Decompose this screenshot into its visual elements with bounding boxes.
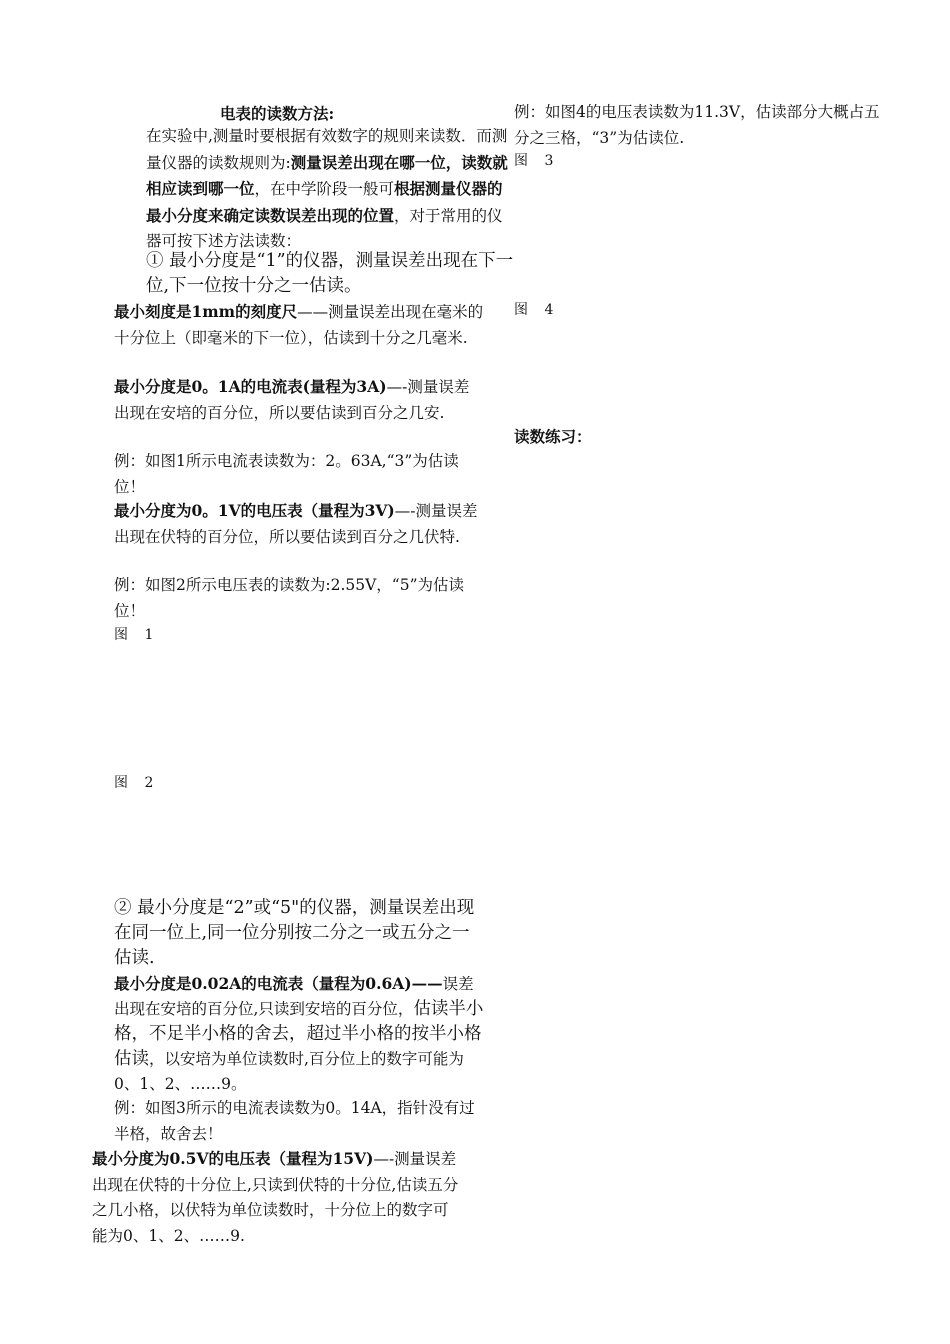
intro-paragraph	[92, 124, 516, 255]
ruler-paragraph	[92, 299, 484, 351]
ammeter-2-text-3: ，以安培为单位读数时,百分位上的数字可能为0、1、2、……9。	[114, 1050, 464, 1093]
intro-text-2: ，在中学阶段一般可	[254, 180, 395, 198]
intro-bold-1: 测量误差出现在哪一位，读数就相应读到哪一位	[146, 152, 508, 198]
voltmeter-1-paragraph	[92, 498, 484, 550]
figure-1-caption: 图 1	[114, 627, 160, 643]
rule-2: ② 最小分度是“2”或“5"的仪器，测量误差出现在同一位上,同一位分别按二分之一或五分之一估读.	[114, 898, 475, 968]
rule-1: ① 最小分度是“1”的仪器，测量误差出现在下一位,下一位按十分之一估读。	[146, 251, 514, 296]
example-3: 例：如图3所示的电流表读数为0。14A，指针没有过半格，故舍去！	[114, 1099, 475, 1143]
voltmeter-2-paragraph	[92, 1146, 462, 1249]
example-2: 例：如图2所示电压表的读数为:2.55V，“5”为估读位！	[114, 576, 465, 620]
practice-heading: 读数练习：	[514, 427, 592, 446]
voltmeter-1-text: —-测量误差出现在伏特的百分位，所以要估读到百分之几伏特.	[114, 502, 478, 546]
ammeter-2-paragraph	[92, 971, 484, 1097]
ammeter-2-text-2: 估读半小格，不足半小格的舍去，超过半小格的按半小格估读	[114, 999, 484, 1069]
intro-text-1: 在实验中,测量时要根据有效数字的规则来读数．而测量仪器的读数规则为:	[146, 127, 508, 172]
voltmeter-1-bold: 最小分度为0。1V的电压表（量程为3V)	[114, 501, 395, 520]
intro-text-3: ，对于常用的仪器可按下述方法读数：	[146, 206, 503, 250]
example-4: 例：如图4的电压表读数为11.3V，估读部分大概占五分之三格，“3”为估读位.	[514, 103, 880, 147]
ruler-text: ——测量误差出现在毫米的十分位上（即毫米的下一位），估读到十分之几毫米.	[114, 303, 484, 347]
voltmeter-2-bold: 最小分度为0.5V的电压表（量程为15V)	[92, 1149, 374, 1168]
figure-2-caption: 图 2	[114, 775, 160, 791]
figure-4-caption: 图 4	[514, 302, 560, 318]
ruler-bold: 最小刻度是1mm的刻度尺	[114, 302, 298, 321]
ammeter-1-text: —-测量误差出现在安培的百分位，所以要估读到百分之几安.	[114, 378, 470, 422]
page-title: 电表的读数方法:	[220, 104, 335, 123]
intro-bold-2: 根据测量仪器的最小分度来确定读数误差出现的位置	[146, 179, 503, 225]
ammeter-2-bold: 最小分度是0.02A的电流表（量程为0.6A)——	[114, 974, 443, 993]
figure-3-caption: 图 3	[514, 153, 560, 169]
voltmeter-2-text: —-测量误差出现在伏特的十分位上,只读到伏特的十分位,估读五分之几小格，以伏特为单位读数时，十分位上的数字可能为0、1、2、……9.	[92, 1150, 459, 1245]
ammeter-2-text-1: 误差出现在安培的百分位,只读到安培的百分位，	[114, 975, 474, 1018]
ammeter-1-paragraph	[92, 374, 484, 426]
ammeter-1-bold: 最小分度是0。1A的电流表(量程为3A)	[114, 377, 387, 396]
example-1: 例：如图1所示电流表读数为：2。63A,“3”为估读位！	[114, 452, 459, 496]
